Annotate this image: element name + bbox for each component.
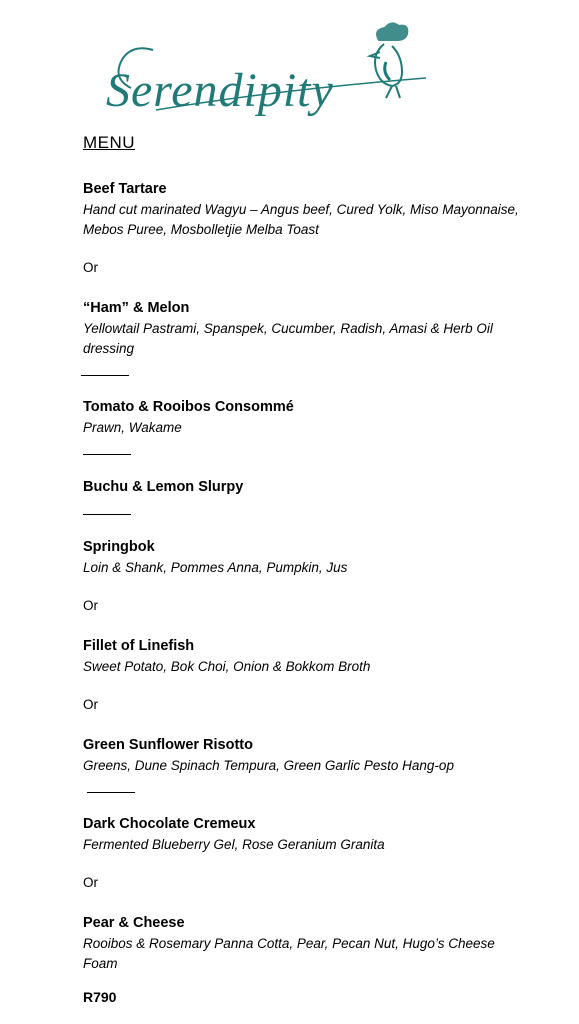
dish-name: Green Sunflower Risotto (83, 737, 253, 753)
course-divider (83, 454, 131, 455)
dish-name: “Ham” & Melon (83, 300, 190, 316)
dish-name: Springbok (83, 539, 155, 555)
dish-description: Sweet Potato, Bok Choi, Onion & Bokkom Broth (83, 659, 371, 674)
or-separator: Or (83, 598, 98, 613)
menu-title: MENU (83, 133, 136, 152)
dish-description: Rooibos & Rosemary Panna Cotta, Pear, Pecan Nut, Hugo’s Cheese Foam (83, 936, 495, 971)
chef-bird-icon (370, 23, 407, 98)
course-divider (81, 375, 129, 376)
serendipity-logo (96, 18, 426, 148)
dish-description: Greens, Dune Spinach Tempura, Green Garlic Pesto Hang-op (83, 758, 454, 773)
dish-name: Tomato & Rooibos Consommé (83, 399, 294, 415)
dish-description: Prawn, Wakame (83, 420, 182, 435)
or-separator: Or (83, 875, 98, 890)
dish-name: Beef Tartare (83, 181, 167, 197)
course-divider (83, 514, 131, 515)
or-separator: Or (83, 260, 98, 275)
dish-description: Loin & Shank, Pommes Anna, Pumpkin, Jus (83, 560, 348, 575)
logo-wordmark: Serendipity (106, 64, 334, 117)
or-separator: Or (83, 697, 98, 712)
price: R790 (83, 989, 117, 1005)
dish-description: Hand cut marinated Wagyu – Angus beef, Cured Yolk, Miso Mayonnaise, Mebos Puree, Mosbolletjie Melba Toast (83, 202, 519, 237)
dish-description: Fermented Blueberry Gel, Rose Geranium Granita (83, 837, 385, 852)
course-divider (87, 792, 135, 793)
dish-name: Pear & Cheese (83, 915, 185, 931)
dish-description: Yellowtail Pastrami, Spanspek, Cucumber, Radish, Amasi & Herb Oil dressing (83, 321, 493, 356)
dish-name: Dark Chocolate Cremeux (83, 816, 256, 832)
dish-name: Fillet of Linefish (83, 638, 195, 654)
dish-name: Buchu & Lemon Slurpy (83, 479, 244, 495)
